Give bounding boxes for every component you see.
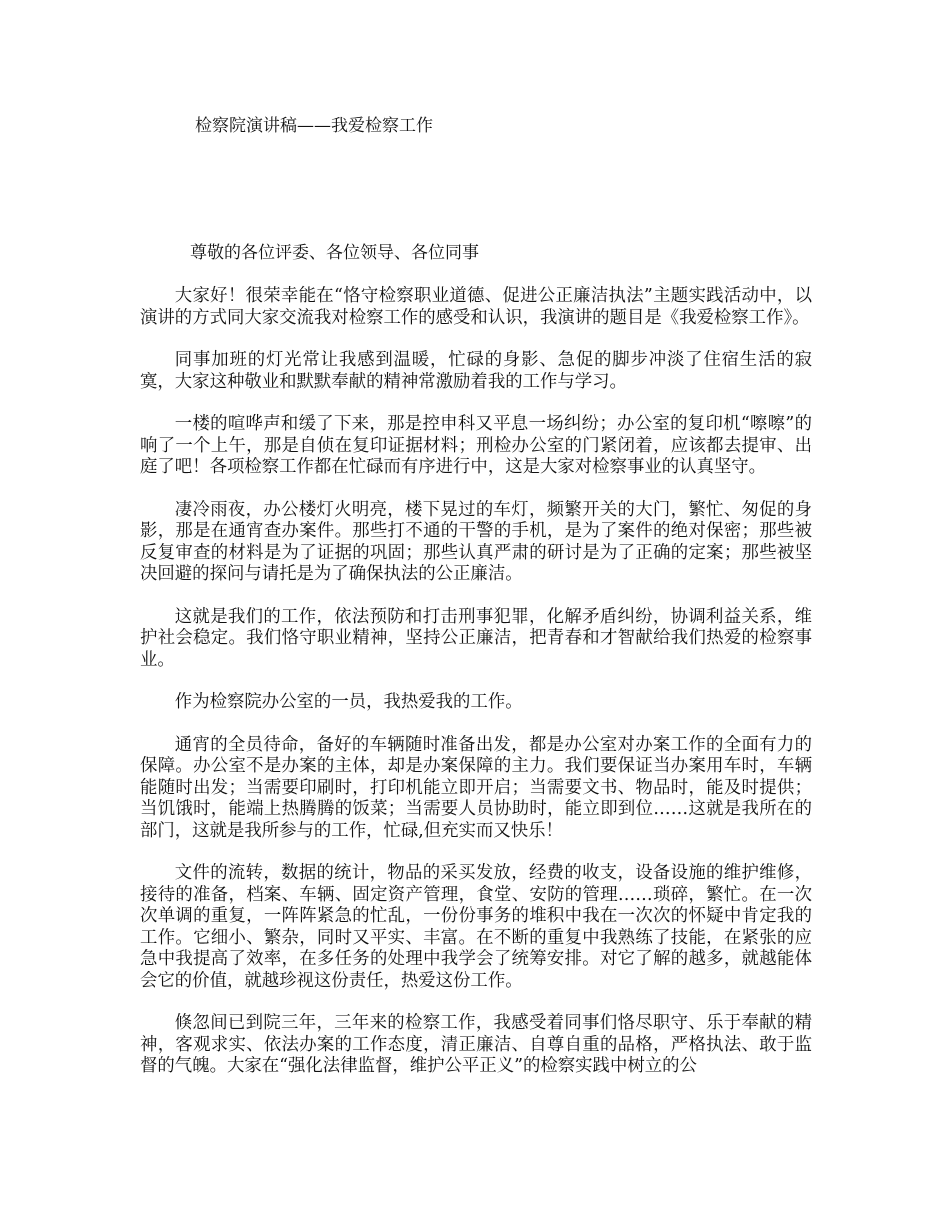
paragraph-greeting: 大家好！很荣幸能在“恪守检察职业道德、促进公正廉洁执法”主题实践活动中，以演讲的方式同大家交流我对检察工作的感受和认识，我演讲的题目是《我爱检察工作》。 bbox=[140, 286, 812, 328]
document-title: 检察院演讲稿——我爱检察工作 bbox=[195, 116, 433, 136]
paragraph-office-support: 通宵的全员待命，备好的车辆随时准备出发，都是办公室对办案工作的全面有力的保障。办公室不是办案的主体，却是办案保障的主力。我们要保证当办案用车时，车辆能随时出发；当需要印刷时，打印机能立即开启；当需要文书、物品时，能及时提供；当饥饿时，能端上热腾腾的饭菜；当需要人员协助时，能立即到位……这就是我所在的部门，这就是我所参与的工作，忙碌,但充实而又快乐！ bbox=[140, 734, 812, 841]
paragraph-our-work: 这就是我们的工作，依法预防和打击刑事犯罪，化解矛盾纠纷，协调利益关系，维护社会稳定。我们恪守职业精神，坚持公正廉洁，把青春和才智献给我们热爱的检察事业。 bbox=[140, 606, 812, 670]
paragraph-first-floor: 一楼的喧哗声和缓了下来，那是控申科又平息一场纠纷；办公室的复印机“嚓嚓”的响了一个上午，那是自侦在复印证据材料；刑检办公室的门紧闭着，应该都去提审、出庭了吧！各项检察工作都在忙碌而有序进行中，这是大家对检察事业的认真坚守。 bbox=[140, 414, 812, 477]
document-body bbox=[140, 286, 812, 1099]
paragraph-rainy-night: 凄冷雨夜，办公楼灯火明亮，楼下晃过的车灯，频繁开关的大门，繁忙、匆促的身影，那是在通宵查办案件。那些打不通的干警的手机，是为了案件的绝对保密；那些被反复审查的材料是为了证据的巩固；那些认真严肃的研讨是为了正确的定案；那些被坚决回避的探问与请托是为了确保执法的公正廉洁。 bbox=[140, 499, 812, 584]
paragraph-overtime-lights: 同事加班的灯光常让我感到温暖，忙碌的身影、急促的脚步冲淡了住宿生活的寂寞，大家这种敬业和默默奉献的精神常激励着我的工作与学习。 bbox=[140, 350, 812, 392]
paragraph-office-member: 作为检察院办公室的一员，我热爱我的工作。 bbox=[174, 692, 523, 712]
salutation: 尊敬的各位评委、各位领导、各位同事 bbox=[190, 243, 479, 263]
paragraph-three-years: 倏忽间已到院三年，三年来的检察工作，我感受着同事们恪尽职守、乐于奉献的精神，客观求实、依法办案的工作态度，清正廉洁、自尊自重的品格，严格执法、敢于监督的气魄。大家在“强化法律监督，维护公平正义”的检察实践中树立的公 bbox=[140, 1013, 812, 1076]
paragraph-document-flow: 文件的流转，数据的统计，物品的采买发放，经费的收支，设备设施的维护维修，接待的准备，档案、车辆、固定资产管理，食堂、安防的管理……琐碎，繁忙。在一次次单调的重复，一阵阵紧急的忙乱，一份份事务的堆积中我在一次次的怀疑中肯定我的工作。它细小、繁杂，同时又平实、丰富。在不断的重复中我熟练了技能，在紧张的应急中我提高了效率，在多任务的处理中我学会了统筹安排。对它了解的越多，就越能体会它的价值，就越珍视这份责任，热爱这份工作。 bbox=[140, 863, 812, 991]
